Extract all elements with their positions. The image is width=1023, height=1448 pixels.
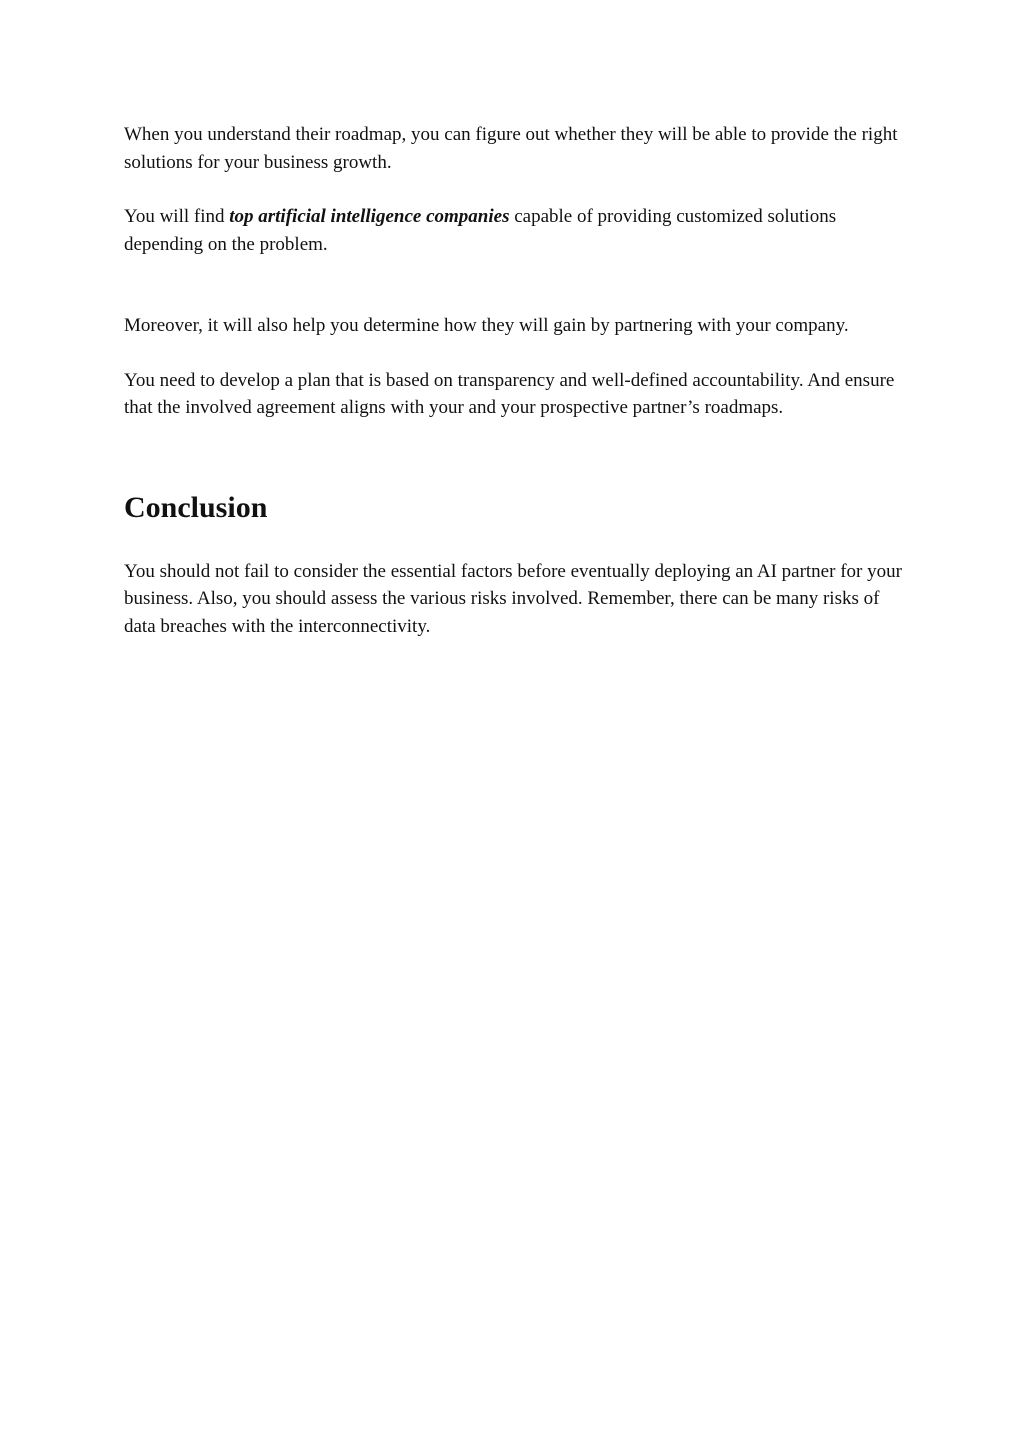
conclusion-paragraph: You should not fail to consider the essential factors before eventually deploying an AI partner for your business. Also, you should assess the various risks involved. Remember, there can be many risks of data breaches with the interconnectivity. xyxy=(124,560,902,637)
emphasis-keyword: top artificial intelligence companies xyxy=(229,206,510,227)
paragraph-ai-companies xyxy=(124,203,914,258)
paragraph-partnering: Moreover, it will also help you determine how they will gain by partnering with your company. xyxy=(124,315,849,336)
paragraph-roadmap: When you understand their roadmap, you can figure out whether they will be able to provide the right solutions for your business growth. xyxy=(124,124,898,173)
document-body xyxy=(124,121,914,640)
paragraph-ai-companies-tail: capable of providing customized solutions depending on the problem. xyxy=(124,206,837,255)
paragraph-ai-companies-lead: You will find xyxy=(124,206,230,227)
paragraph-plan: You need to develop a plan that is based on transparency and well-defined accountability. And ensure that the involved agreement aligns with your and your prospective partner’s roadmaps. xyxy=(124,369,895,418)
conclusion-heading: Conclusion xyxy=(124,490,268,524)
